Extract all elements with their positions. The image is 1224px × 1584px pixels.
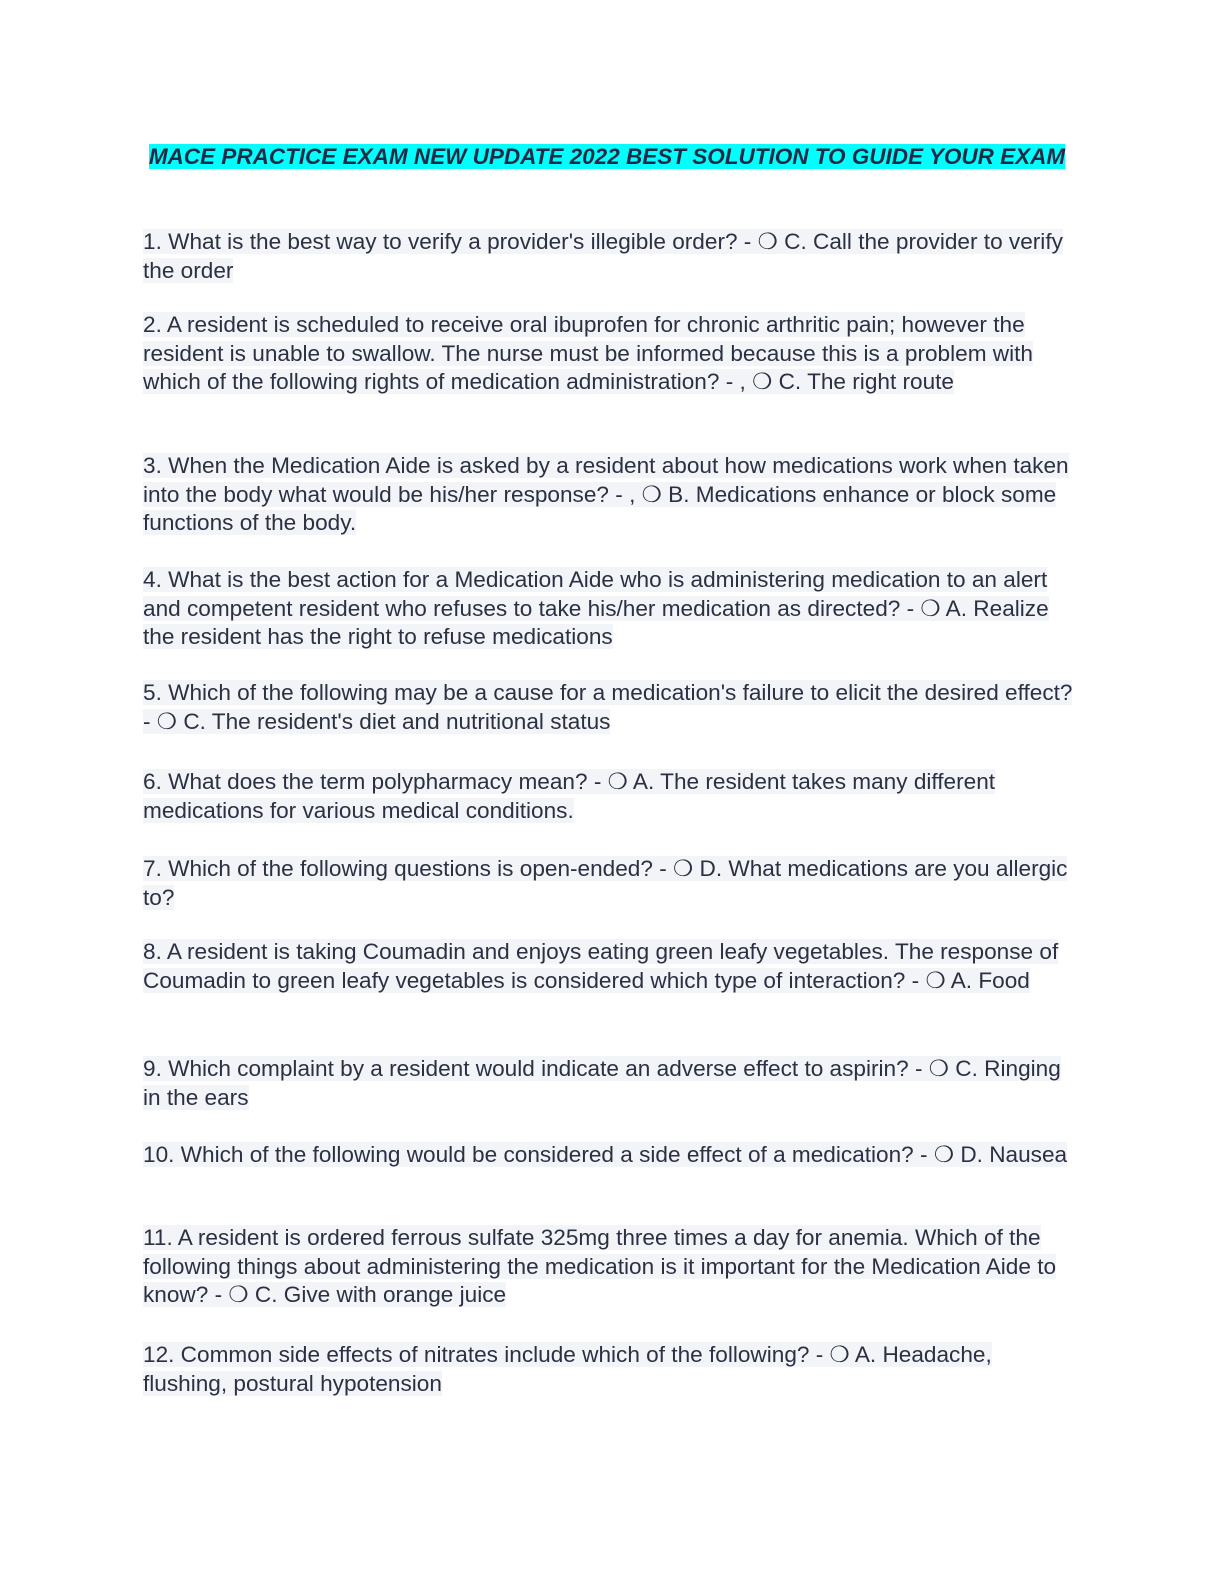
question-item-4	[143, 566, 1078, 652]
question-item-9	[143, 1055, 1078, 1112]
question-item-11	[143, 1224, 1078, 1310]
question-text-4: 4. What is the best action for a Medication Aide who is administering medication to an alert and competent resident who refuses to take his/her medication as directed? - ❍ A. Realize the resident has the right to refuse medications	[143, 567, 1049, 649]
question-item-3	[143, 452, 1078, 538]
question-text-7: 7. Which of the following questions is open-ended? - ❍ D. What medications are you allergic to?	[143, 856, 1068, 910]
question-item-7	[143, 855, 1078, 912]
question-item-12	[143, 1341, 1078, 1398]
question-text-11: 11. A resident is ordered ferrous sulfate 325mg three times a day for anemia. Which of the following things about administering the medication is it important for the Medication Aide to know? - ❍ C. Give with orange juice	[143, 1225, 1057, 1307]
question-text-3: 3. When the Medication Aide is asked by a resident about how medications work when taken into the body what would be his/her response? - , ❍ B. Medications enhance or block some functions of the body.	[143, 453, 1069, 535]
question-item-5	[143, 679, 1078, 736]
question-text-5: 5. Which of the following may be a cause for a medication's failure to elicit the desired effect? - ❍ C. The resident's diet and nutritional status	[143, 680, 1073, 734]
document-title-text: MACE PRACTICE EXAM NEW UPDATE 2022 BEST SOLUTION TO GUIDE YOUR EXAM	[148, 144, 1066, 169]
document-title	[140, 143, 1074, 170]
question-text-10: 10. Which of the following would be considered a side effect of a medication? - ❍ D. Nausea	[143, 1142, 1068, 1167]
question-text-8: 8. A resident is taking Coumadin and enjoys eating green leafy vegetables. The response of Coumadin to green leafy vegetables is considered which type of interaction? - ❍ A. Food	[143, 939, 1059, 993]
question-text-2: 2. A resident is scheduled to receive oral ibuprofen for chronic arthritic pain; however the resident is unable to swallow. The nurse must be informed because this is a problem with which of the following rights of medication administration? - , ❍ C. The right route	[143, 312, 1033, 394]
question-item-8	[143, 938, 1078, 995]
question-text-9: 9. Which complaint by a resident would indicate an adverse effect to aspirin? - ❍ C. Ringing in the ears	[143, 1056, 1061, 1110]
question-text-1: 1. What is the best way to verify a provider's illegible order? - ❍ C. Call the provider to verify the order	[143, 229, 1063, 283]
question-item-6	[143, 768, 1078, 825]
question-text-6: 6. What does the term polypharmacy mean? - ❍ A. The resident takes many different medications for various medical conditions.	[143, 769, 996, 823]
question-text-12: 12. Common side effects of nitrates include which of the following? - ❍ A. Headache, flushing, postural hypotension	[143, 1342, 992, 1396]
question-item-2	[143, 311, 1078, 397]
question-item-1	[143, 228, 1078, 285]
question-item-10	[143, 1141, 1078, 1170]
